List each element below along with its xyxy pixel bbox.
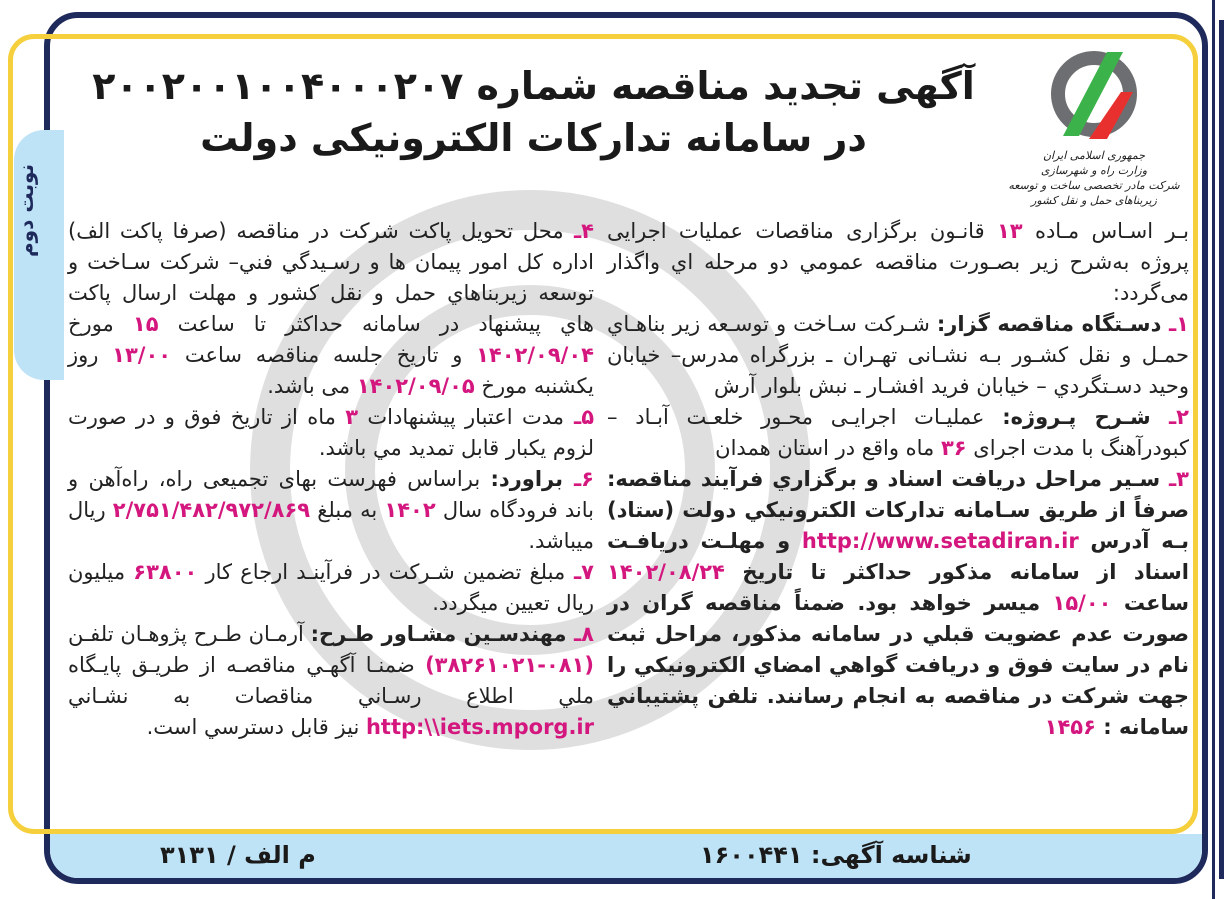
logo-caption-1: جمهوری اسلامی ایران xyxy=(1042,149,1146,162)
left-text-column xyxy=(68,216,594,743)
highlighted-value: ۱۴۰۲ xyxy=(384,498,436,522)
clause-text: می باشد. xyxy=(267,374,357,398)
clause-heading: براورد: xyxy=(490,467,563,491)
highlighted-value: ۱۳/۰۰ xyxy=(112,343,172,367)
highlighted-value: (۰۸۱-۳۸۲۶۱۰۲۱) xyxy=(425,653,594,677)
clause-text: عملیـات اجرایـی محـور خلعـت آبـاد – کبودرآهنگ با مدت اجرای xyxy=(607,405,1189,460)
highlighted-value: ۱۴۰۲/۰۹/۰۴ xyxy=(476,343,594,367)
clause-text: براساس فهرست بهای تجمیعی راه، راه‌آهن و باند فرودگاه سال xyxy=(68,467,595,522)
clause-text: مبلغ تضمین شـرکت در فرآینـد ارجاع کار xyxy=(197,560,566,584)
clause-text: ضمنـا آگهـي مناقصـه از طریـق پایـگاه ملي اطلاع رسـاني مناقصات به نشـاني xyxy=(68,653,594,708)
highlighted-value: ۳۶ xyxy=(940,436,967,460)
highlighted-value: ۱۴۰۲/۰۸/۲۴ xyxy=(607,560,725,584)
clause-paragraph xyxy=(607,402,1189,464)
clause-text: مدت اعتبار پیشنهادات xyxy=(358,405,565,429)
clause-heading: مهندسـین مشـاور طـرح: xyxy=(310,622,567,646)
right-text-column xyxy=(607,216,1189,743)
clause-text: و تاریخ جلسه مناقصه ساعت xyxy=(171,343,477,367)
clause-text: ماه واقع در استان همدان xyxy=(715,436,941,460)
clause-text: قانـون برگزاری مناقصات عملیات اجرایی پروژه به‌شرح زیر بصـورت مناقصه عمومي دو مرحله اي واگذار می‌گردد: xyxy=(607,219,1189,305)
ad-id: شناسه آگهی: ۱۶۰۰۴۴۱ xyxy=(700,841,972,869)
title-line-1: آگهی تجدید مناقصه شماره ۲۰۰۲۰۰۱۰۰۴۰۰۰۲۰۷ xyxy=(92,64,975,108)
clause-heading: دسـتگاه مناقصه گزار: xyxy=(936,312,1162,336)
clause-paragraph xyxy=(607,309,1189,402)
logo-emblem-icon xyxy=(1049,44,1139,144)
clause-text: مورخ xyxy=(68,312,133,336)
logo-caption-2: وزارت راه و شهرسازی xyxy=(1040,164,1148,177)
clause-paragraph xyxy=(607,216,1189,309)
highlighted-value: ۱۳ xyxy=(996,219,1023,243)
highlighted-value: ۱۵/۰۰ xyxy=(1052,591,1112,615)
highlighted-value: ۶۳۸۰۰ xyxy=(133,560,198,584)
highlighted-value: ۱۴۵۶ xyxy=(1044,715,1096,739)
clause-paragraph xyxy=(68,216,594,402)
clause-paragraph xyxy=(68,464,594,557)
clause-text: ساعت xyxy=(1111,591,1189,615)
highlighted-value: ۲ـ xyxy=(1150,405,1189,429)
logo-caption-3: شرکت مادر تخصصی ساخت و توسعه زیربناهای حمل و نقل کشور xyxy=(1008,179,1180,207)
clause-text: ریال میباشد. xyxy=(68,498,594,553)
ad-reference-number: م الف / ۳۱۳۱ xyxy=(160,841,316,869)
url-link[interactable]: http:\\iets.mporg.ir xyxy=(365,715,594,739)
highlighted-value: ۷ـ xyxy=(565,560,594,584)
clause-text: سـیر مراحل دریافت اسناد و برگزاري فرآیند مناقصه: صرفاً از طریق سـامانه تدارکات الکترونیکي دولت (ستاد) بـه آدرس xyxy=(607,467,1189,553)
clause-heading: شـرح پـروژه: xyxy=(1002,405,1151,429)
highlighted-value: ۲/۷۵۱/۴۸۲/۹۷۲/۸۶۹ xyxy=(112,498,311,522)
publication-round-label: نوبت دوم xyxy=(14,163,38,257)
clause-text: و مهلـت دریافـت اسناد از سامانه مذکور حداکثر تا تاریخ xyxy=(607,529,1189,584)
clause-paragraph xyxy=(68,557,594,619)
highlighted-value: ۵ـ xyxy=(564,405,595,429)
ad-header xyxy=(68,44,1189,208)
highlighted-value: ۳ xyxy=(345,405,359,429)
highlighted-value: ۸ـ xyxy=(566,622,594,646)
url-link[interactable]: http://www.setadiran.ir xyxy=(801,529,1079,553)
highlighted-value: ۱۴۰۲/۰۹/۰۵ xyxy=(356,374,475,398)
clause-text: روز یکشنبه مورخ xyxy=(68,343,594,398)
clause-text: بـر اسـاس مـاده xyxy=(1022,219,1189,243)
clause-text: نیز قابل دسترسي است. xyxy=(146,715,366,739)
clause-text: به مبلغ xyxy=(310,498,385,522)
ministry-logo xyxy=(999,44,1189,208)
highlighted-value: ۱۵ xyxy=(132,312,159,336)
clause-text: میسر خواهد بود. ضمناً مناقصه گران در صورت عدم عضویت قبلي در سامانه مذکور، مراحل ثبت نام در سایت فوق و دریافت گواهي امضاي الکترونیکي را جهت شرکت در مناقصه به انجام رسانند. تلفن پشتیباني سامانه : xyxy=(607,591,1189,739)
clause-text: ماه از تاریخ فوق و در صورت لزوم یکبار قابل تمدید مي باشد. xyxy=(68,405,594,460)
title-line-2: در سامانه تدارکات الکترونیکی دولت xyxy=(200,116,867,160)
clause-paragraph xyxy=(68,402,594,464)
highlighted-value: ۳ـ xyxy=(1160,467,1189,491)
clause-paragraph xyxy=(607,464,1189,743)
footer-band xyxy=(50,834,1202,878)
highlighted-value: ۱ـ xyxy=(1161,312,1189,336)
clause-text: محل تحویل پاکت شرکت در مناقصه (صرفا پاکت الف) اداره کل امور پیمان ها و رسـیدگي فني– شرکت سـاخت و توسعه زیربناهاي حمل و نقل کشور و مهلت ارسال پاکت هاي پیشنهاد در سامانه حداکثر تا ساعت xyxy=(68,219,594,336)
highlighted-value: ۴ـ xyxy=(563,219,594,243)
clause-text: آرمـان طـرح پژوهـان تلفـن xyxy=(68,622,311,646)
ad-title xyxy=(68,44,999,164)
clause-text: میلیون ریال تعیین میگردد. xyxy=(68,560,594,615)
clause-paragraph xyxy=(68,619,594,743)
highlighted-value: ۶ـ xyxy=(562,467,594,491)
text-columns xyxy=(68,216,1189,743)
clause-text: شـرکت سـاخت و توسـعه زیر بناهـاي حمـل و نقل کشـور بـه نشـانی تهـران ـ بزرگراه مدرس– خیابان وحید دسـتگردي – خیابان فرید افشـار ـ نبش بلوار آرش xyxy=(607,312,1189,398)
